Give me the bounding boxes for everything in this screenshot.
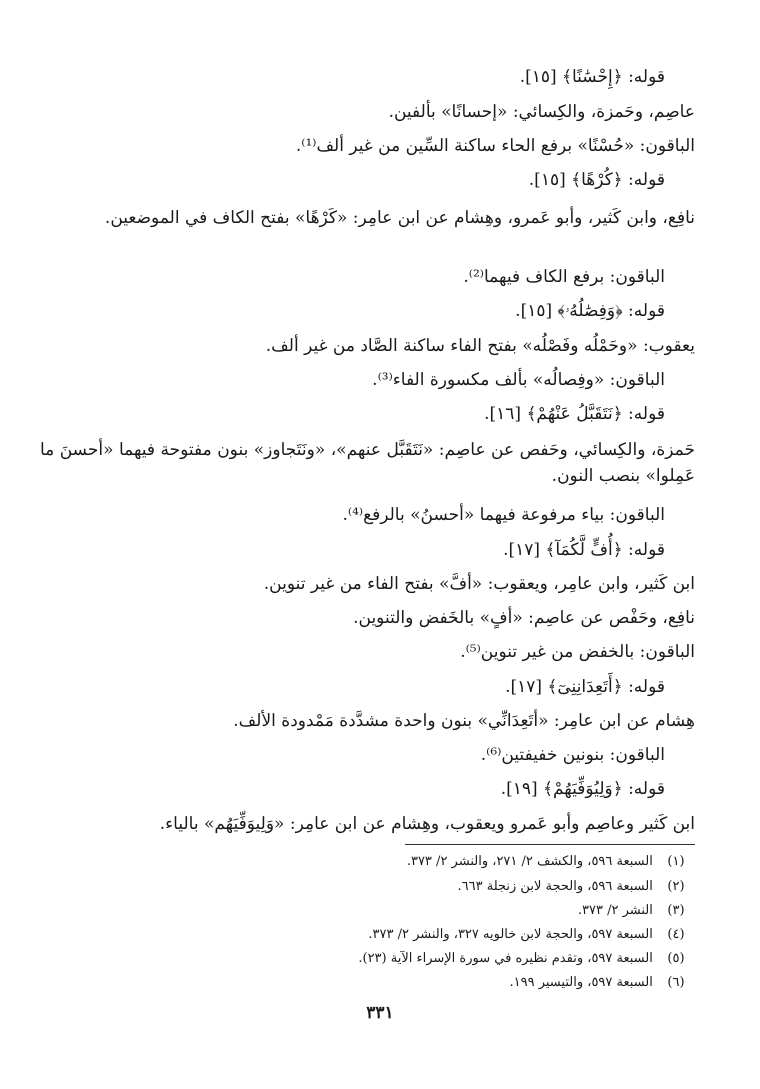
verse-heading: قوله: ﴿وَلِيُوَفِّيَهُمْ﴾ [١٩]. <box>500 779 665 799</box>
reading-line: الباقون: بياء مرفوعة فيهما «أحسنُ» بالرفع⁽⁴⁾. <box>342 505 665 525</box>
footnote-text: السبعة ٥٩٦، والحجة لابن زنجلة ٦٦٣. <box>457 879 653 894</box>
footnote <box>40 852 695 871</box>
reading-line: يعقوب: «وحَمْلُه وفَصْلُه» بفتح الفاء ساكنة الصَّاد من غير ألف. <box>265 336 695 356</box>
reading-line: الباقون: برفع الكاف فيهما⁽²⁾. <box>463 267 665 287</box>
page-number: ٣٣١ <box>366 1003 394 1023</box>
reading-line: هِشام عن ابن عامِر: «أتَعِدَانِّي» بنون واحدة مشدَّدة مَمْدودة الألف. <box>233 711 695 731</box>
verse-heading: قوله: ﴿أُفٍّ لَّكُمَآ﴾ [١٧]. <box>503 540 665 560</box>
verse-heading: قوله: ﴿نَتَقَبَّلُ عَنْهُمْ﴾ [١٦]. <box>484 404 665 424</box>
footnote <box>40 877 695 896</box>
verse-heading: قوله: ﴿إِحْسَٰنًا﴾ [١٥]. <box>519 67 665 87</box>
footnote <box>40 949 695 968</box>
footnote <box>40 973 695 992</box>
verse-heading: قوله: ﴿أَتَعِدَانِنِىٓ﴾ [١٧]. <box>505 677 665 697</box>
footnote-text: السبعة ٥٩٧، وتقدم نظيره في سورة الإسراء الآية (٢٣). <box>358 951 653 966</box>
footnote <box>40 925 695 944</box>
footnote-number: (٤) <box>667 927 685 942</box>
verse-heading: قوله: ﴿كُرْهًا﴾ [١٥]. <box>528 170 665 190</box>
footnote <box>40 901 695 920</box>
reading-line: ابن كَثير، وابن عامِر، ويعقوب: «أفَّ» بفتح الفاء من غير تنوين. <box>263 574 695 594</box>
footnote-number: (١) <box>667 854 685 869</box>
footnote-number: (٣) <box>667 903 685 918</box>
reading-line: الباقون: «وفِصالُه» بألف مكسورة الفاء⁽³⁾. <box>372 370 665 390</box>
reading-paragraph: نافِع، وابن كَثير، وأبو عَمرو، وهِشام عن ابن عامِر: «كَرْهًا» بفتح الكاف في الموضعين. <box>104 208 695 228</box>
reading-line: الباقون: «حُسْنًا» برفع الحاء ساكنة السِّين من غير ألف⁽¹⁾. <box>295 136 695 156</box>
reading-line: عاصِم، وحَمزة، والكِسائي: «إحسانًا» بألفين. <box>388 102 695 122</box>
footnote-text: السبعة ٥٩٧، والتيسير ١٩٩. <box>509 975 653 990</box>
reading-line: ابن كَثير وعاصِم وأبو عَمرو ويعقوب، وهِشام عن ابن عامِر: «وَلِيوَفِّيَهُم» بالياء. <box>159 814 695 834</box>
verse-heading: قوله: ﴿وَفِصَٰلُهُۥ﴾ [١٥]. <box>515 301 665 321</box>
footnote-text: النشر ٢/ ٣٧٣. <box>577 903 653 918</box>
footnote-text: السبعة ٥٩٦، والكشف ٢/ ٢٧١، والنشر ٢/ ٣٧٣. <box>406 854 653 869</box>
footnote-number: (٥) <box>667 951 685 966</box>
reading-line: الباقون: بنونين خفيفتين⁽⁶⁾. <box>480 745 665 765</box>
footnote-divider <box>405 844 695 845</box>
footnote-text: السبعة ٥٩٧، والحجة لابن خالويه ٣٢٧، والنشر ٢/ ٣٧٣. <box>368 927 653 942</box>
footnote-number: (٢) <box>667 879 685 894</box>
reading-paragraph: حَمزة، والكِسائي، وحَفص عن عاصِم: «نَتَقَبَّل عنهم»، «ونَتَجاوز» بنون مفتوحة فيهما «أحسنَ ما عَمِلوا» بنصب النون. <box>40 440 695 486</box>
footnote-number: (٦) <box>667 975 685 990</box>
reading-line: نافِع، وحَفْص عن عاصِم: «أفٍ» بالخَفض والتنوين. <box>353 608 695 628</box>
reading-line: الباقون: بالخفض من غير تنوين⁽⁵⁾. <box>460 642 695 662</box>
